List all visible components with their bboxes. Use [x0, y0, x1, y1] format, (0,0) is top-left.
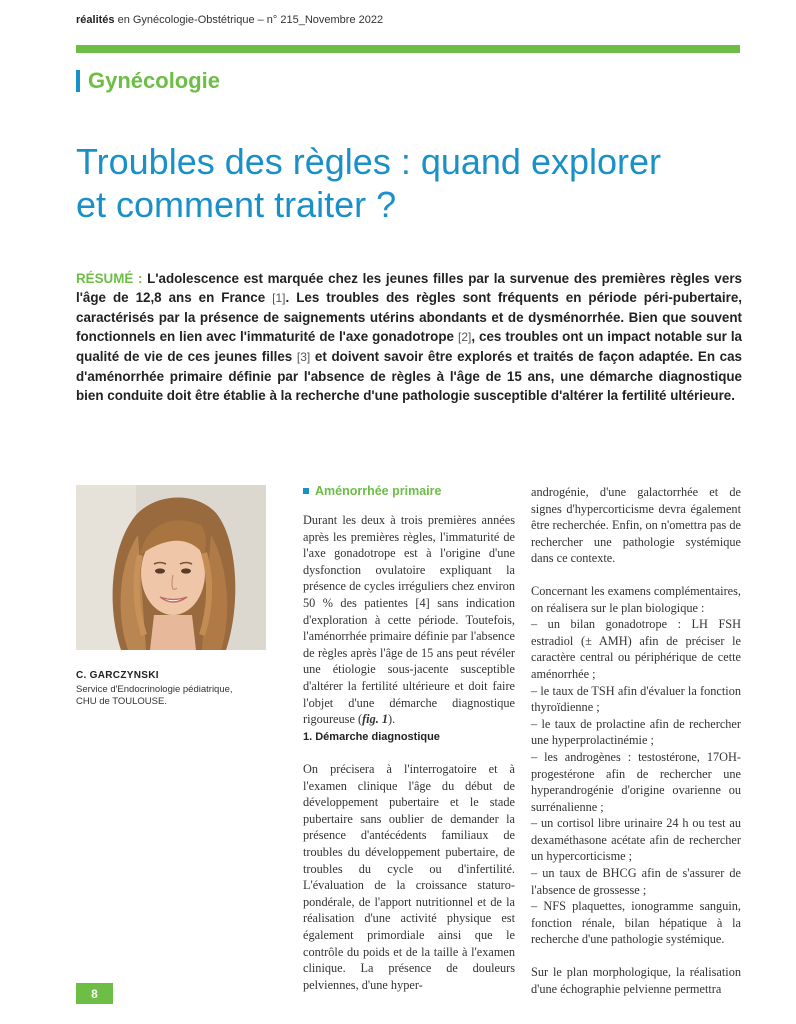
- p1-text-a: Durant les deux à trois premières années après les premières règles, l'immaturité de l'axe gonadotrope est à l'origine d'une dysfonction ovulatoire expliquant la présence de cycles irréguliers chez environ 50 % des patientes [4] sans indication d'exploration à cette période. Toutefois, l'aménorrhée primaire définie par l'absence de règles après l'âge de 15 ans peut révéler une étiologie sous-jacente susceptible d'altérer la fertilité ultérieure et doit faire l'objet d'une démarche diagnostique rigoureuse (: [303, 513, 516, 727]
- list-item: – un taux de BHCG afin de s'assurer de l'absence de grossesse ;: [531, 866, 741, 897]
- p3-text: androgénie, d'une galactorrhée et de signes d'hypercorticisme devra également être recherchée. Enfin, on n'omettra pas de rechercher une pathologie systémique dans ce contexte.: [531, 485, 741, 566]
- list-item: – NFS plaquettes, ionogramme sanguin, fonction rénale, bilan hépatique à la recherche d'une pathologie systémique.: [531, 899, 741, 947]
- list-item: – le taux de TSH afin d'évaluer la fonction thyroïdienne ;: [531, 683, 741, 715]
- title-line-1: Troubles des règles : quand explorer: [76, 141, 661, 182]
- subheading-text: Aménorrhée primaire: [315, 484, 442, 498]
- header-rule: [76, 45, 740, 53]
- body-column-2: [531, 484, 741, 997]
- abstract-ref-3: [3]: [296, 350, 311, 364]
- abstract-text-1: L'adolescence est marquée chez les jeunes filles par la survenue des premières règles vers l'âge de 12,8 ans en France: [76, 271, 742, 305]
- subsubheading: 1. Démarche diagnostique: [303, 731, 440, 743]
- figure-reference: fig. 1: [362, 712, 389, 727]
- author-affiliation-line-2: CHU de TOULOUSE.: [76, 696, 167, 707]
- article-title: [76, 140, 736, 226]
- author-affiliation-line-1: Service d'Endocrinologie pédiatrique,: [76, 684, 233, 695]
- journal-header: [76, 14, 383, 26]
- abstract-text-2: . Les troubles des règles sont fréquents en période péri-pubertaire, caractérisés par la présence de saignements utérins abondants et de dysménorrhée. Bien que souvent fonctionnels en lien avec l'immaturité de l'axe gonadotrope: [76, 290, 742, 344]
- abstract-ref-1: [1]: [272, 291, 286, 305]
- list-item: – un cortisol libre urinaire 24 h ou test au dexaméthasone acétate afin de rechercher un hypercorticisme ;: [531, 816, 741, 864]
- section-label: Gynécologie: [88, 68, 221, 93]
- author-affiliation: [76, 684, 266, 708]
- p2-text: On précisera à l'interrogatoire et à l'examen clinique l'âge du début de développement pubertaire et le stade pubertaire sans oublier de demander la présence d'antécédents familiaux de troubles du développement pubertaire, de troubles du cycle ou d'infertilité. L'évaluation de la croissance staturo-pondérale, de l'apport nutritionnel et de la réalisation d'une activité physique est également primordiale ainsi que le contrôle du poids et de la taille à l'examen clinique. La présence de douleurs pelviennes, d'une hyper-: [303, 762, 515, 992]
- author-photo: [76, 485, 266, 650]
- subheading-marker: [303, 488, 309, 494]
- section-marker: [76, 70, 80, 92]
- author-portrait-illustration: [76, 485, 266, 650]
- journal-issue: en Gynécologie-Obstétrique – n° 215_Novembre 2022: [114, 14, 384, 26]
- author-name: C. GARCZYNSKI: [76, 670, 159, 681]
- journal-brand: réalités: [76, 14, 115, 26]
- body-paragraph-1: [303, 512, 515, 728]
- section-tag: [76, 64, 220, 98]
- page-number: 8: [76, 983, 113, 1004]
- body-paragraph-2: [303, 761, 515, 993]
- p1-text-b: ).: [388, 712, 396, 727]
- subheading: [303, 484, 441, 498]
- title-line-2: et comment traiter ?: [76, 184, 397, 225]
- abstract-ref-2: [2]: [457, 330, 472, 344]
- abstract-text-4: et doivent savoir être explorés et traités de façon adaptée. En cas d'aménorrhée primaire définie par l'absence de règles à l'âge de 15 ans, une démarche diagnostique bien conduite doit être établie à la recherche d'une pathologie susceptible d'altérer la fertilité ultérieure.: [76, 349, 743, 403]
- list-item: – les androgènes : testostérone, 17OH-progestérone afin de rechercher une hyperandrogénie d'origine ovarienne ou surrénalienne ;: [531, 749, 741, 814]
- p5-text: Sur le plan morphologique, la réalisation d'une échographie pelvienne permettra: [531, 965, 741, 996]
- abstract: [76, 269, 742, 405]
- abstract-text-3: , ces troubles ont un impact notable sur la qualité de vie de ces jeunes filles: [76, 329, 743, 364]
- list-item: – le taux de prolactine afin de rechercher une hyperprolactinémie ;: [531, 716, 741, 748]
- p4-intro: Concernant les examens complémentaires, on réalisera sur le plan biologique :: [531, 583, 741, 615]
- list-item: – un bilan gonadotrope : LH FSH estradiol (± AMH) afin de préciser le caractère central ou périphérique de cette aménorrhée ;: [531, 617, 741, 681]
- abstract-keyword: RÉSUMÉ :: [76, 271, 143, 286]
